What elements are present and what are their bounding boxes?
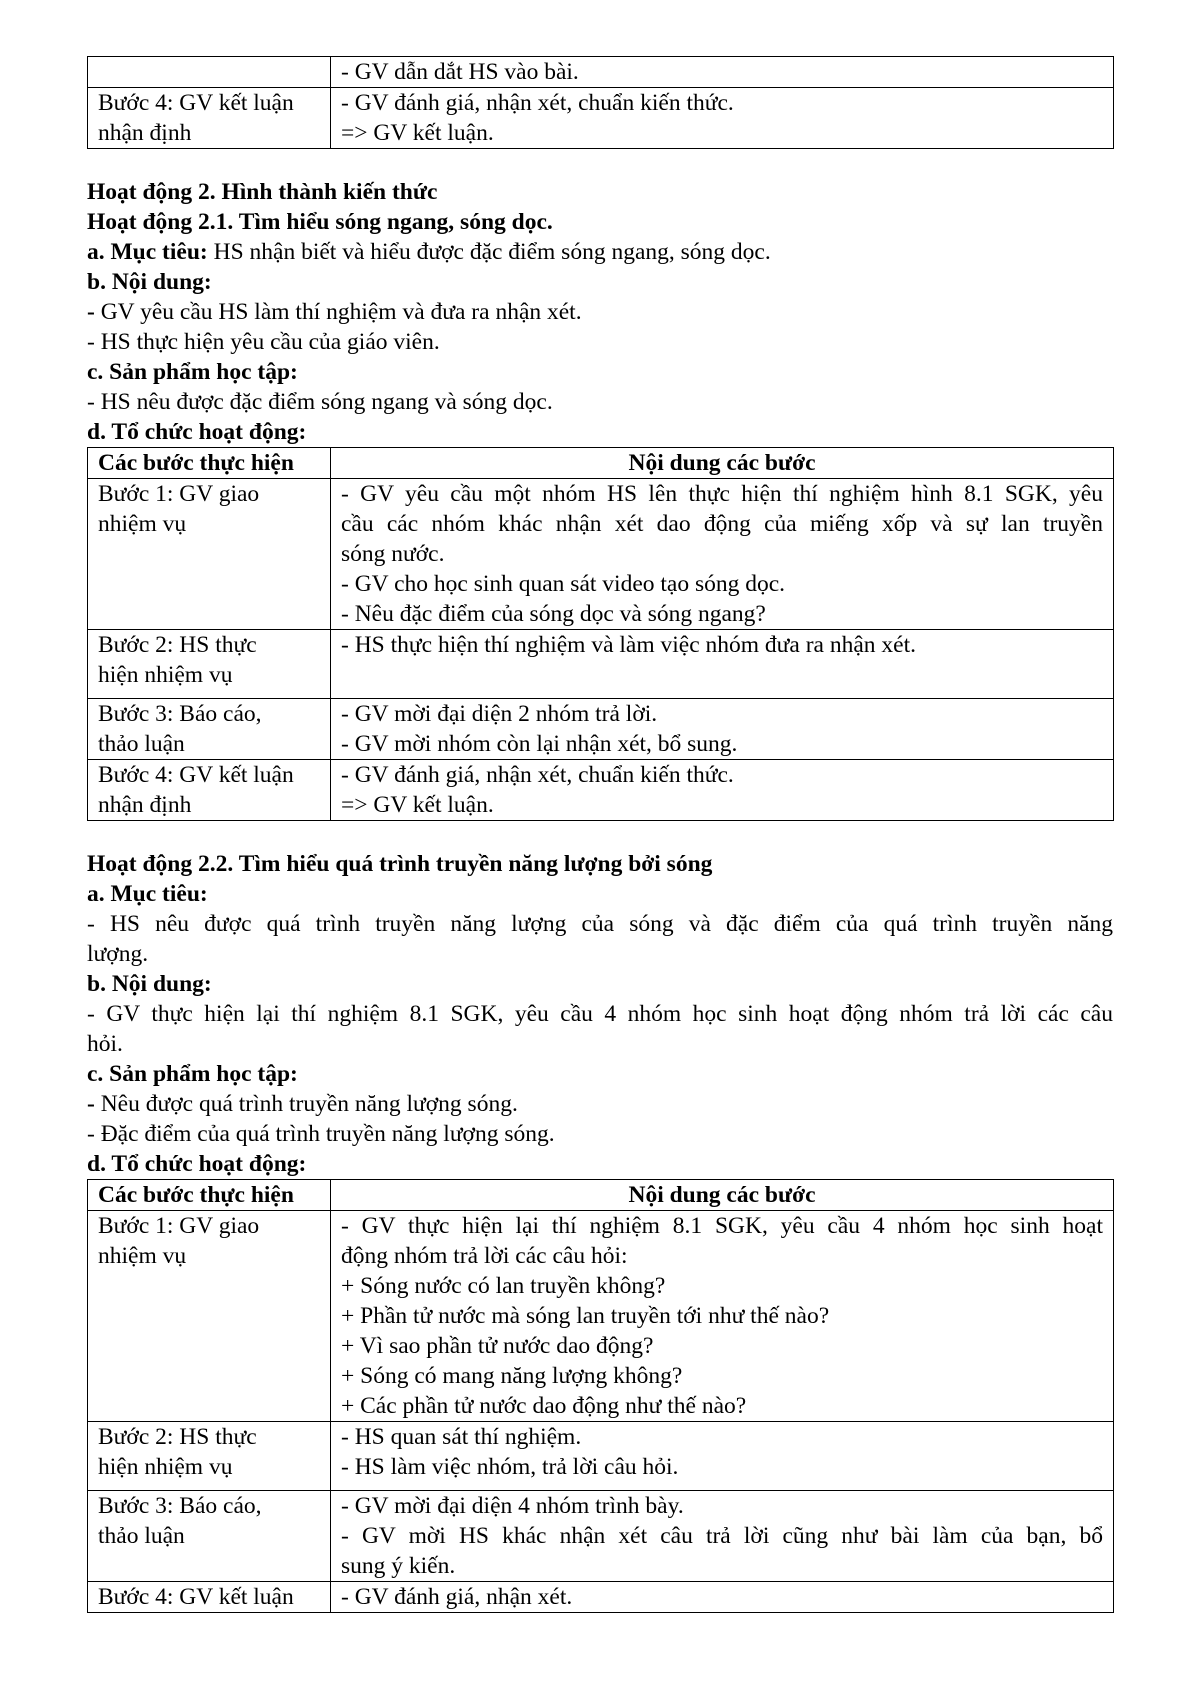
content-text: - HS thực hiện yêu cầu của giáo viên. [87,329,440,355]
content-line [87,327,1113,357]
table-row [88,699,1114,760]
content-line: - GV mời đại diện 4 nhóm trình bày. [341,1493,684,1519]
objective-paragraph [87,237,1113,267]
step-cell [88,88,331,149]
step-line: nhiệm vụ [98,1243,187,1269]
step-line: Bước 3: Báo cáo, [98,701,262,727]
content-line: + Sóng nước có lan truyền không? [341,1273,666,1299]
objective-line: lượng. [87,941,149,967]
content-line: động nhóm trả lời các câu hỏi: [341,1243,628,1269]
table-row [88,88,1114,149]
content-cell [331,57,1114,88]
dash-mark: - [87,299,95,325]
content-line: + Sóng có mang năng lượng không? [341,1363,683,1389]
step-cell [88,1491,331,1582]
table-row [88,479,1114,630]
content-cell [331,699,1114,760]
content-line: - GV thực hiện lại thí nghiệm 8.1 SGK, yêu cầu 4 nhóm học sinh hoạt [341,1213,1103,1239]
content-label: b. Nội dung: [87,971,212,997]
content-line: sóng nước. [341,541,445,567]
content-line: hỏi. [87,1031,123,1057]
dash-mark: - [87,1091,95,1117]
content-line: - GV mời nhóm còn lại nhận xét, bổ sung. [341,731,738,757]
content-line: cầu các nhóm khác nhận xét dao động của miếng xốp và sự lan truyền [341,511,1103,537]
table-row [88,760,1114,821]
content-cell [331,1422,1114,1491]
step-line: Bước 1: GV giao [98,481,260,507]
content-line: - GV mời HS khác nhận xét câu trả lời cũng như bài làm của bạn, bổ [341,1523,1103,1549]
product-line: - HS nêu được đặc điểm sóng ngang và sóng dọc. [87,389,553,415]
content-cell [331,1582,1114,1613]
step-line: Bước 4: GV kết luận [98,90,294,116]
step-line: hiện nhiệm vụ [98,662,233,688]
content-line: - HS làm việc nhóm, trả lời câu hỏi. [341,1454,679,1480]
header-content: Nội dung các bước [331,448,1114,479]
content-cell [331,1491,1114,1582]
step-line: Bước 3: Báo cáo, [98,1493,262,1519]
header-steps: Các bước thực hiện [88,1180,331,1211]
document-page [87,56,1113,1613]
objective-line: - HS nêu được quá trình truyền năng lượng của sóng và đặc điểm của quá trình truyền năng [87,911,1113,937]
activity21-steps-table [87,447,1114,821]
content-line: => GV kết luận. [341,120,494,146]
objective-text: HS nhận biết và hiểu được đặc điểm sóng ngang, sóng dọc. [207,239,771,265]
table-row [88,1422,1114,1491]
content-cell [331,479,1114,630]
content-line: + Các phần tử nước dao động như thế nào? [341,1393,747,1419]
step-cell [88,1582,331,1613]
objective-label: a. Mục tiêu: [87,239,208,265]
step-line: thảo luận [98,731,185,757]
table-row [88,57,1114,88]
step-cell [88,1422,331,1491]
header-steps: Các bước thực hiện [88,448,331,479]
table-row [88,1491,1114,1582]
step-line: Bước 4: GV kết luận [98,1584,294,1610]
content-cell [331,760,1114,821]
content-label: b. Nội dung: [87,269,212,295]
content-line: - GV thực hiện lại thí nghiệm 8.1 SGK, yêu cầu 4 nhóm học sinh hoạt động nhóm trả lời các câu [87,1001,1113,1027]
content-line: - HS thực hiện thí nghiệm và làm việc nhóm đưa ra nhận xét. [341,632,916,658]
content-line: - GV đánh giá, nhận xét. [341,1584,573,1610]
activity1-steps-table-continued [87,56,1114,149]
content-cell [331,630,1114,699]
content-line: - GV yêu cầu một nhóm HS lên thực hiện thí nghiệm hình 8.1 SGK, yêu [341,481,1103,507]
step-cell [88,57,331,88]
content-line: - Nêu đặc điểm của sóng dọc và sóng ngang? [341,601,766,627]
product-text: - Đặc điểm của quá trình truyền năng lượng sóng. [87,1121,555,1147]
subsection-heading: Hoạt động 2.1. Tìm hiểu sóng ngang, sóng dọc. [87,209,553,235]
step-line: Bước 2: HS thực [98,1424,257,1450]
content-line: + Phần tử nước mà sóng lan truyền tới như thế nào? [341,1303,830,1329]
product-line [87,1119,1113,1149]
table-row [88,1211,1114,1422]
table-header-row [88,1180,1114,1211]
content-line: - GV dẫn dắt HS vào bài. [341,59,579,85]
table-row [88,1582,1114,1613]
content-line: + Vì sao phần tử nước dao động? [341,1333,654,1359]
content-line: - GV mời đại diện 2 nhóm trả lời. [341,701,658,727]
content-line: => GV kết luận. [341,792,494,818]
product-text: Nêu được quá trình truyền năng lượng sóng. [94,1091,518,1117]
objective-label: a. Mục tiêu: [87,881,208,907]
section-heading: Hoạt động 2. Hình thành kiến thức [87,179,438,205]
content-line: - HS quan sát thí nghiệm. [341,1424,582,1450]
step-cell [88,1211,331,1422]
activity22-steps-table [87,1179,1114,1613]
step-line: hiện nhiệm vụ [98,1454,233,1480]
step-line: Bước 1: GV giao [98,1213,260,1239]
content-text: GV yêu cầu HS làm thí nghiệm và đưa ra nhận xét. [94,299,582,325]
table-header-row [88,448,1114,479]
content-line: - GV đánh giá, nhận xét, chuẩn kiến thức. [341,762,734,788]
step-line: thảo luận [98,1523,185,1549]
step-line: nhận định [98,792,192,818]
step-cell [88,479,331,630]
table-row [88,630,1114,699]
content-cell [331,88,1114,149]
header-content: Nội dung các bước [331,1180,1114,1211]
product-label: c. Sản phẩm học tập: [87,359,298,385]
content-line: - GV đánh giá, nhận xét, chuẩn kiến thức. [341,90,734,116]
content-line [87,297,1113,327]
step-cell [88,699,331,760]
step-line: nhiệm vụ [98,511,187,537]
subsection-heading: Hoạt động 2.2. Tìm hiểu quá trình truyền năng lượng bởi sóng [87,851,713,877]
content-line: sung ý kiến. [341,1553,456,1579]
product-line [87,1089,1113,1119]
organization-label: d. Tổ chức hoạt động: [87,1151,307,1177]
organization-label: d. Tổ chức hoạt động: [87,419,307,445]
step-cell [88,630,331,699]
product-label: c. Sản phẩm học tập: [87,1061,298,1087]
content-cell [331,1211,1114,1422]
step-line: Bước 2: HS thực [98,632,257,658]
content-line: - GV cho học sinh quan sát video tạo sóng dọc. [341,571,786,597]
step-line: nhận định [98,120,192,146]
step-cell [88,760,331,821]
step-line: Bước 4: GV kết luận [98,762,294,788]
